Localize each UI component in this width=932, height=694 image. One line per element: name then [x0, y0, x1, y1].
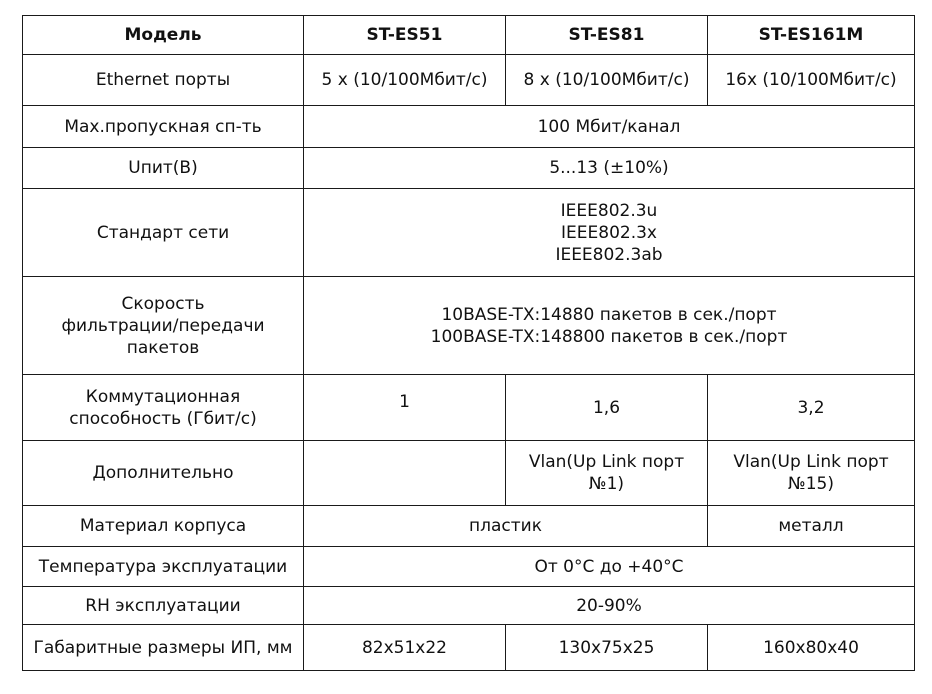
cell-additional-es81	[506, 441, 708, 506]
value-line: №15)	[788, 474, 834, 494]
cell-temperature: От 0°C до +40°C	[304, 547, 915, 587]
label-temperature: Температура эксплуатации	[23, 547, 304, 587]
cell-material-metal: металл	[708, 506, 915, 547]
row-bandwidth	[23, 106, 915, 148]
header-row	[23, 16, 915, 55]
cell-dimensions-es51: 82x51x22	[304, 625, 506, 671]
cell-speed	[304, 277, 915, 375]
cell-additional-es51	[304, 441, 506, 506]
row-material	[23, 506, 915, 547]
row-standard	[23, 189, 915, 277]
label-line: Скорость	[121, 293, 205, 314]
label-line: пакетов	[126, 337, 200, 358]
cell-bandwidth: 100 Мбит/канал	[304, 106, 915, 148]
speed-line: 10BASE-TX:14880 пакетов в сек./порт	[441, 304, 777, 325]
cell-material-plastic: пластик	[304, 506, 708, 547]
value-line: Vlan(Up Link порт	[733, 452, 889, 472]
value-line: Vlan(Up Link порт	[528, 452, 685, 472]
label-dimensions: Габаритные размеры ИП, мм	[23, 625, 304, 671]
speed-line: 100BASE-TX:148800 пакетов в сек./порт	[430, 326, 788, 347]
header-model: Модель	[23, 16, 304, 55]
label-additional: Дополнительно	[23, 441, 304, 506]
label-speed	[23, 277, 304, 375]
label-line: фильтрации/передачи	[61, 315, 265, 336]
row-dimensions	[23, 625, 915, 671]
spec-table	[22, 15, 915, 671]
standard-line: IEEE802.3x	[561, 222, 657, 243]
row-power	[23, 148, 915, 189]
standard-line: IEEE802.3u	[560, 200, 658, 221]
cell-switching-es161m: 3,2	[708, 375, 915, 441]
row-speed	[23, 277, 915, 375]
standard-line: IEEE802.3ab	[555, 244, 663, 265]
row-additional	[23, 441, 915, 506]
value-line: №1)	[588, 474, 625, 494]
row-temperature	[23, 547, 915, 587]
label-line: способность (Гбит/с)	[69, 408, 257, 429]
header-st-es51: ST-ES51	[304, 16, 506, 55]
row-rh	[23, 587, 915, 625]
label-standard: Стандарт сети	[23, 189, 304, 277]
cell-dimensions-es161m: 160x80x40	[708, 625, 915, 671]
label-ethernet: Ethernet порты	[23, 55, 304, 106]
cell-ethernet-es51: 5 x (10/100Мбит/с)	[304, 55, 506, 106]
label-bandwidth: Max.пропускная сп-ть	[23, 106, 304, 148]
cell-dimensions-es81: 130x75x25	[506, 625, 708, 671]
cell-additional-es161m	[708, 441, 915, 506]
cell-standard	[304, 189, 915, 277]
header-st-es81: ST-ES81	[506, 16, 708, 55]
row-switching	[23, 375, 915, 441]
cell-switching-es51: 1	[304, 375, 506, 441]
cell-switching-es81: 1,6	[506, 375, 708, 441]
cell-ethernet-es81: 8 x (10/100Мбит/с)	[506, 55, 708, 106]
label-line: Коммутационная	[85, 386, 241, 407]
cell-ethernet-es161m: 16x (10/100Мбит/с)	[708, 55, 915, 106]
label-switching	[23, 375, 304, 441]
label-power: Uпит(В)	[23, 148, 304, 189]
cell-power: 5...13 (±10%)	[304, 148, 915, 189]
row-ethernet	[23, 55, 915, 106]
label-material: Материал корпуса	[23, 506, 304, 547]
label-rh: RH эксплуатации	[23, 587, 304, 625]
header-st-es161m: ST-ES161M	[708, 16, 915, 55]
cell-rh: 20-90%	[304, 587, 915, 625]
